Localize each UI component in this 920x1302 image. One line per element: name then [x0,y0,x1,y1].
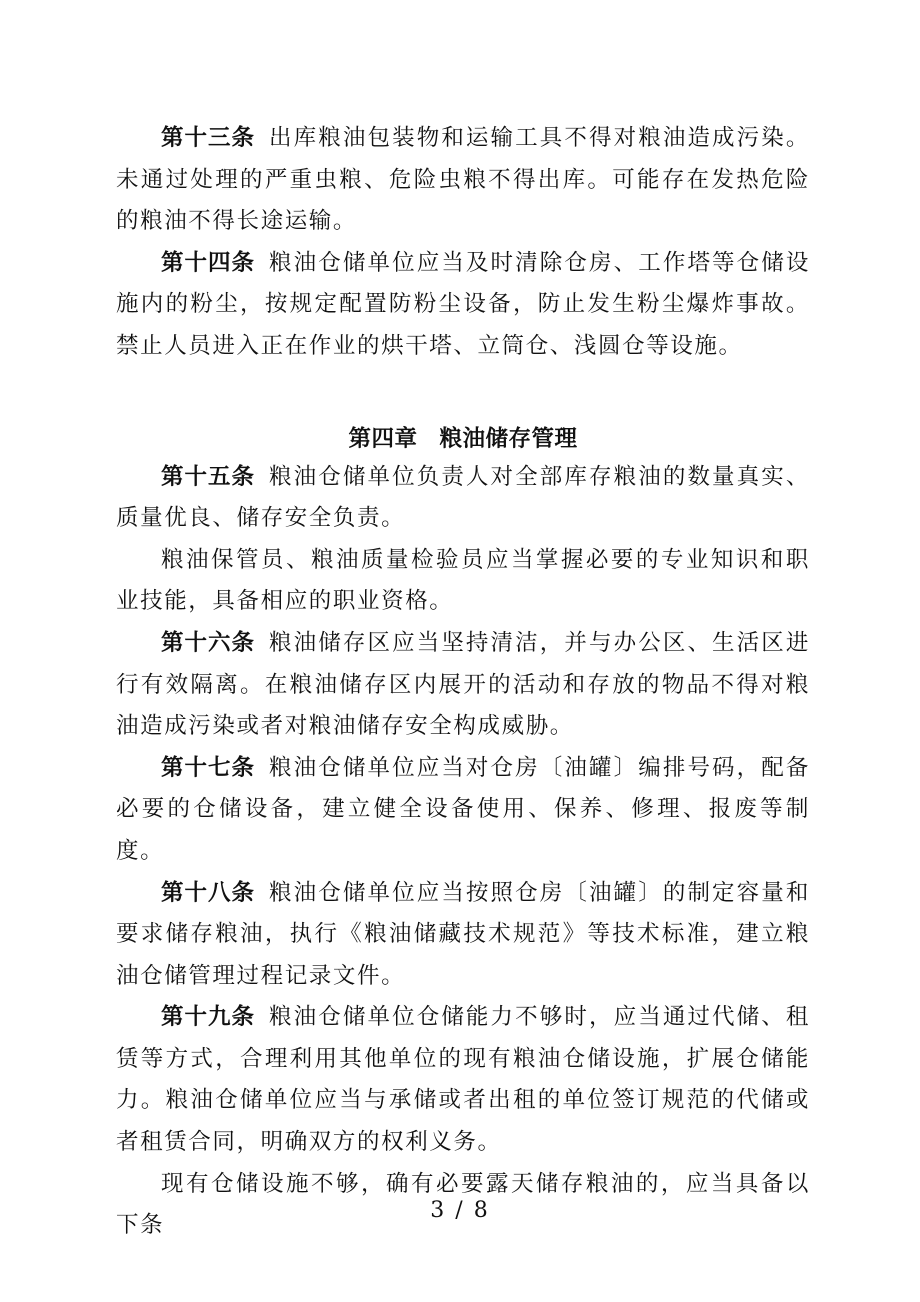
article-17 [116,748,810,873]
article-number: 第十五条 [161,463,256,490]
article-number: 第十七条 [161,754,256,781]
article-15 [116,457,810,540]
article-19 [116,997,810,1163]
article-18 [116,873,810,998]
article-13 [116,118,810,243]
paragraph-text: 现有仓储设施不够，确有必要露天储存粮油的，应当具备以下条 [116,1170,810,1239]
article-text: 粮油仓储单位应当对仓房〔油罐〕编排号码，配备必要的仓储设备，建立健全设备使用、保养、修理、报废等制度。 [116,754,810,864]
article-16 [116,623,810,748]
article-number: 第十三条 [161,125,256,151]
article-text: 粮油仓储单位负责人对全部库存粮油的数量真实、质量优良、储存安全负责。 [116,463,810,532]
article-15-paragraph-2 [116,540,810,623]
chapter-title: 粮油储存管理 [439,425,578,452]
article-14 [116,243,810,368]
chapter-heading [116,421,810,457]
article-text: 粮油仓储单位仓储能力不够时，应当通过代储、租赁等方式，合理利用其他单位的现有粮油仓储设施，扩展仓储能力。粮油仓储单位应当与承储或者出租的单位签订规范的代储或者租赁合同，明确双方的权利义务。 [116,1004,810,1156]
page-number: 3 / 8 [430,1198,490,1223]
article-text: 粮油储存区应当坚持清洁，并与办公区、生活区进行有效隔离。在粮油储存区内展开的活动和存放的物品不得对粮油造成污染或者对粮油储存安全构成威胁。 [116,629,810,740]
paragraph-text: 粮油保管员、粮油质量检验员应当掌握必要的专业知识和职业技能，具备相应的职业资格。 [116,546,810,615]
article-text: 粮油仓储单位应当按照仓房〔油罐〕的制定容量和要求储存粮油，执行《粮油储藏技术规范》等技术标准，建立粮油仓储管理过程记录文件。 [116,879,810,989]
article-number: 第十八条 [161,879,256,906]
article-text: 出库粮油包装物和运输工具不得对粮油造成污染。未通过处理的严重虫粮、危险虫粮不得出库。可能存在发热危险的粮油不得长途运输。 [116,125,810,235]
article-number: 第十九条 [161,1004,256,1031]
article-text: 粮油仓储单位应当及时清除仓房、工作塔等仓储设施内的粉尘，按规定配置防粉尘设备，防止发生粉尘爆炸事故。禁止人员进入正在作业的烘干塔、立筒仓、浅圆仓等设施。 [116,249,810,359]
document-page [116,118,810,1247]
chapter-number: 第四章 [348,425,418,452]
article-number: 第十四条 [161,249,256,276]
article-number: 第十六条 [161,629,256,656]
